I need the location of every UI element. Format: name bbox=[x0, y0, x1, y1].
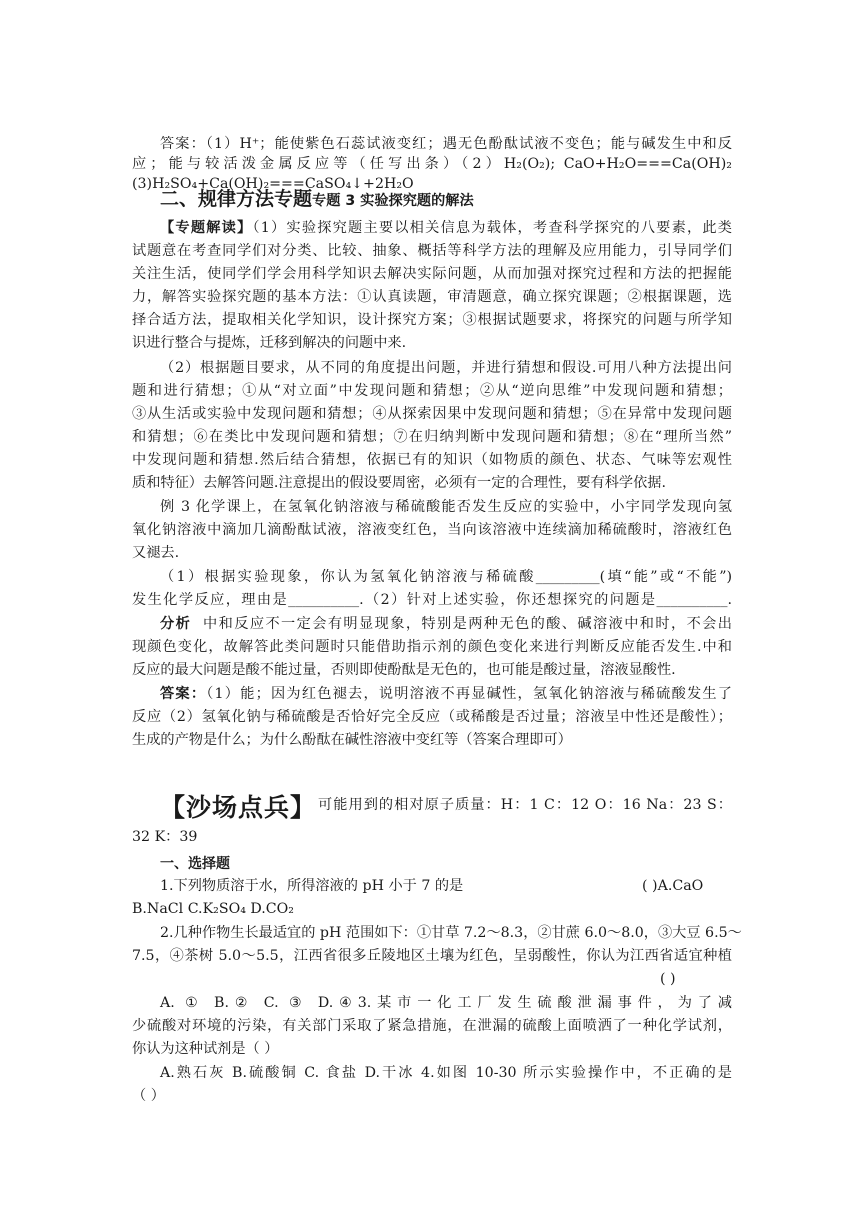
answer-label: 答案： bbox=[160, 136, 206, 152]
topic-line: ③从生活或实验中发现问题和猜想；④从探索因果中发现问题和猜想；⑤在异常中发现问题 bbox=[132, 406, 732, 422]
example-question: 发生化学反应，理由是__________.（2）针对上述实验，你还想探究的问题是__________. bbox=[132, 592, 732, 608]
question-1: 1.下列物质溶于水，所得溶液的 pH 小于 7 的是 bbox=[160, 878, 464, 894]
answer2-line: 反应（2）氢氧化钠与稀硫酸是否恰好完全反应（或稀酸是否过量；溶液呈中性还是酸性）； bbox=[132, 709, 732, 725]
topic-line: 题和进行猜想；①从“对立面”中发现问题和猜想；②从“逆向思维”中发现问题和猜想； bbox=[132, 383, 732, 399]
question-3: 少硫酸对环境的污染，有关部门采取了紧急措施，在泄漏的硫酸上面喷洒了一种化学试剂， bbox=[132, 1018, 732, 1034]
topic-line: 识进行整合与提炼，迁移到解决的问题中来. bbox=[132, 335, 407, 351]
analysis-line: 反应的最大问题是酸不能过量，否则即使酚酞是无色的，也可能是酸过量，溶液显酸性. bbox=[132, 662, 676, 678]
topic-line: 和猜想；⑥在类比中发现问题和猜想；⑦在归纳判断中发现问题和猜想；⑧在“理所当然” bbox=[132, 429, 732, 445]
question-4-paren: （ ） bbox=[132, 1088, 165, 1104]
topic-line: 质和特征）去解答问题.注意提出的假设要周密，必须有一定的合理性，要有科学依据. bbox=[132, 475, 666, 491]
section-heading: 二、规律方法专题专题 3 实验探究题的解法 bbox=[160, 188, 474, 210]
analysis-line: 现颜色变化，故解答此类问题时只能借助指示剂的颜色变化来进行判断反应能否发生.中和 bbox=[132, 639, 732, 655]
example-question: （1）根据实验现象，你认为氢氧化钠溶液与稀硫酸_________(填“能”或“不能”) bbox=[160, 569, 732, 585]
question-1-paren: ( )A.CaO bbox=[642, 878, 704, 894]
practice-note: 可能用到的相对原子质量：H：1 C：12 O：16 Na：23 S： bbox=[318, 797, 732, 813]
choice-heading: 一、选择题 bbox=[160, 856, 230, 872]
answer2-line: 生成的产物是什么；为什么酚酞在碱性溶液中变红等（答案合理即可） bbox=[132, 732, 572, 748]
topic-line: 关注生活，使同学们学会用科学知识去解决实际问题，从而加强对探究过程和方法的把握能 bbox=[132, 266, 732, 282]
question-2-options: A. ① B.② C. ③ D.④3.某市一化工厂发生硫酸泄漏事件，为了减 bbox=[160, 995, 732, 1011]
analysis-label: 分析 bbox=[160, 616, 192, 632]
topic-line: 中发现问题和猜想.然后结合猜想，依据已有的知识（如物质的颜色、状态、气味等宏观性 bbox=[132, 452, 732, 468]
analysis-line: 分析 中和反应不一定会有明显现象，特别是两种无色的酸、碱溶液中和时，不会出 bbox=[160, 616, 732, 632]
practice-note-cont: 32 K：39 bbox=[132, 829, 198, 845]
answer-label: 答案： bbox=[160, 686, 207, 702]
answer1-line1: 答案：（1）H⁺；能使紫色石蕊试液变红；遇无色酚酞试液不变色；能与碱发生中和反 bbox=[160, 136, 732, 152]
example-line: 又褪去. bbox=[132, 545, 180, 561]
topic-line: （2）根据题目要求，从不同的角度提出问题，并进行猜想和假设.可用八种方法提出问 bbox=[160, 360, 732, 376]
topic-label: 【专题解读】 bbox=[160, 220, 253, 236]
question-2: 7.5，④茶树 5.0～5.5，江西省很多丘陵地区土壤为红色，呈弱酸性，你认为江西省适宜种植 bbox=[132, 948, 732, 964]
topic-line: 试题意在考查同学们对分类、比较、抽象、概括等科学方法的理解及应用能力，引导同学们 bbox=[132, 243, 732, 259]
answer1-line3: (3)H₂SO₄+Ca(OH)₂===CaSO₄↓+2H₂O bbox=[132, 176, 414, 192]
question-2: 2.几种作物生长最适宜的 pH 范围如下：①甘草 7.2～8.3，②甘蔗 6.0～8.0，③大豆 6.5～ bbox=[160, 925, 742, 941]
question-2-paren: ( ) bbox=[660, 971, 676, 987]
example-line: 氧化钠溶液中滴加几滴酚酞试液，溶液变红色，当向该溶液中连续滴加稀硫酸时，溶液红色 bbox=[132, 522, 732, 538]
example-line: 例 3 化学课上，在氢氧化钠溶液与稀硫酸能否发生反应的实验中，小宇同学发现向氢 bbox=[160, 499, 732, 515]
topic-line: 力，解答实验探究题的基本方法：①认真读题，审清题意，确立探究课题；②根据课题，选 bbox=[132, 289, 732, 305]
question-3-options: A.熟石灰 B.硫酸铜 C. 食盐 D.干冰 4.如图 10-30 所示实验操作中，不正确的是 bbox=[160, 1065, 732, 1081]
answer1-line2: 应；能与较活泼金属反应等（任写出条）（2）H₂(O₂); CaO+H₂O===Ca(OH)₂ bbox=[132, 156, 732, 172]
question-1-options: B.NaCl C.K₂SO₄ D.CO₂ bbox=[132, 901, 294, 917]
answer2-line: 答案：（1）能；因为红色褪去，说明溶液不再显碱性，氢氧化钠溶液与稀硫酸发生了 bbox=[160, 686, 732, 702]
topic-line: 【专题解读】（1）实验探究题主要以相关信息为载体，考查科学探究的八要素，此类 bbox=[160, 220, 732, 236]
question-3: 你认为这种试剂是（ ） bbox=[132, 1041, 279, 1057]
practice-heading: 【沙场点兵】 bbox=[160, 793, 317, 822]
topic-line: 择合适方法，提取相关化学知识，设计探究方案；③根据试题要求，将探究的问题与所学知 bbox=[132, 312, 732, 328]
